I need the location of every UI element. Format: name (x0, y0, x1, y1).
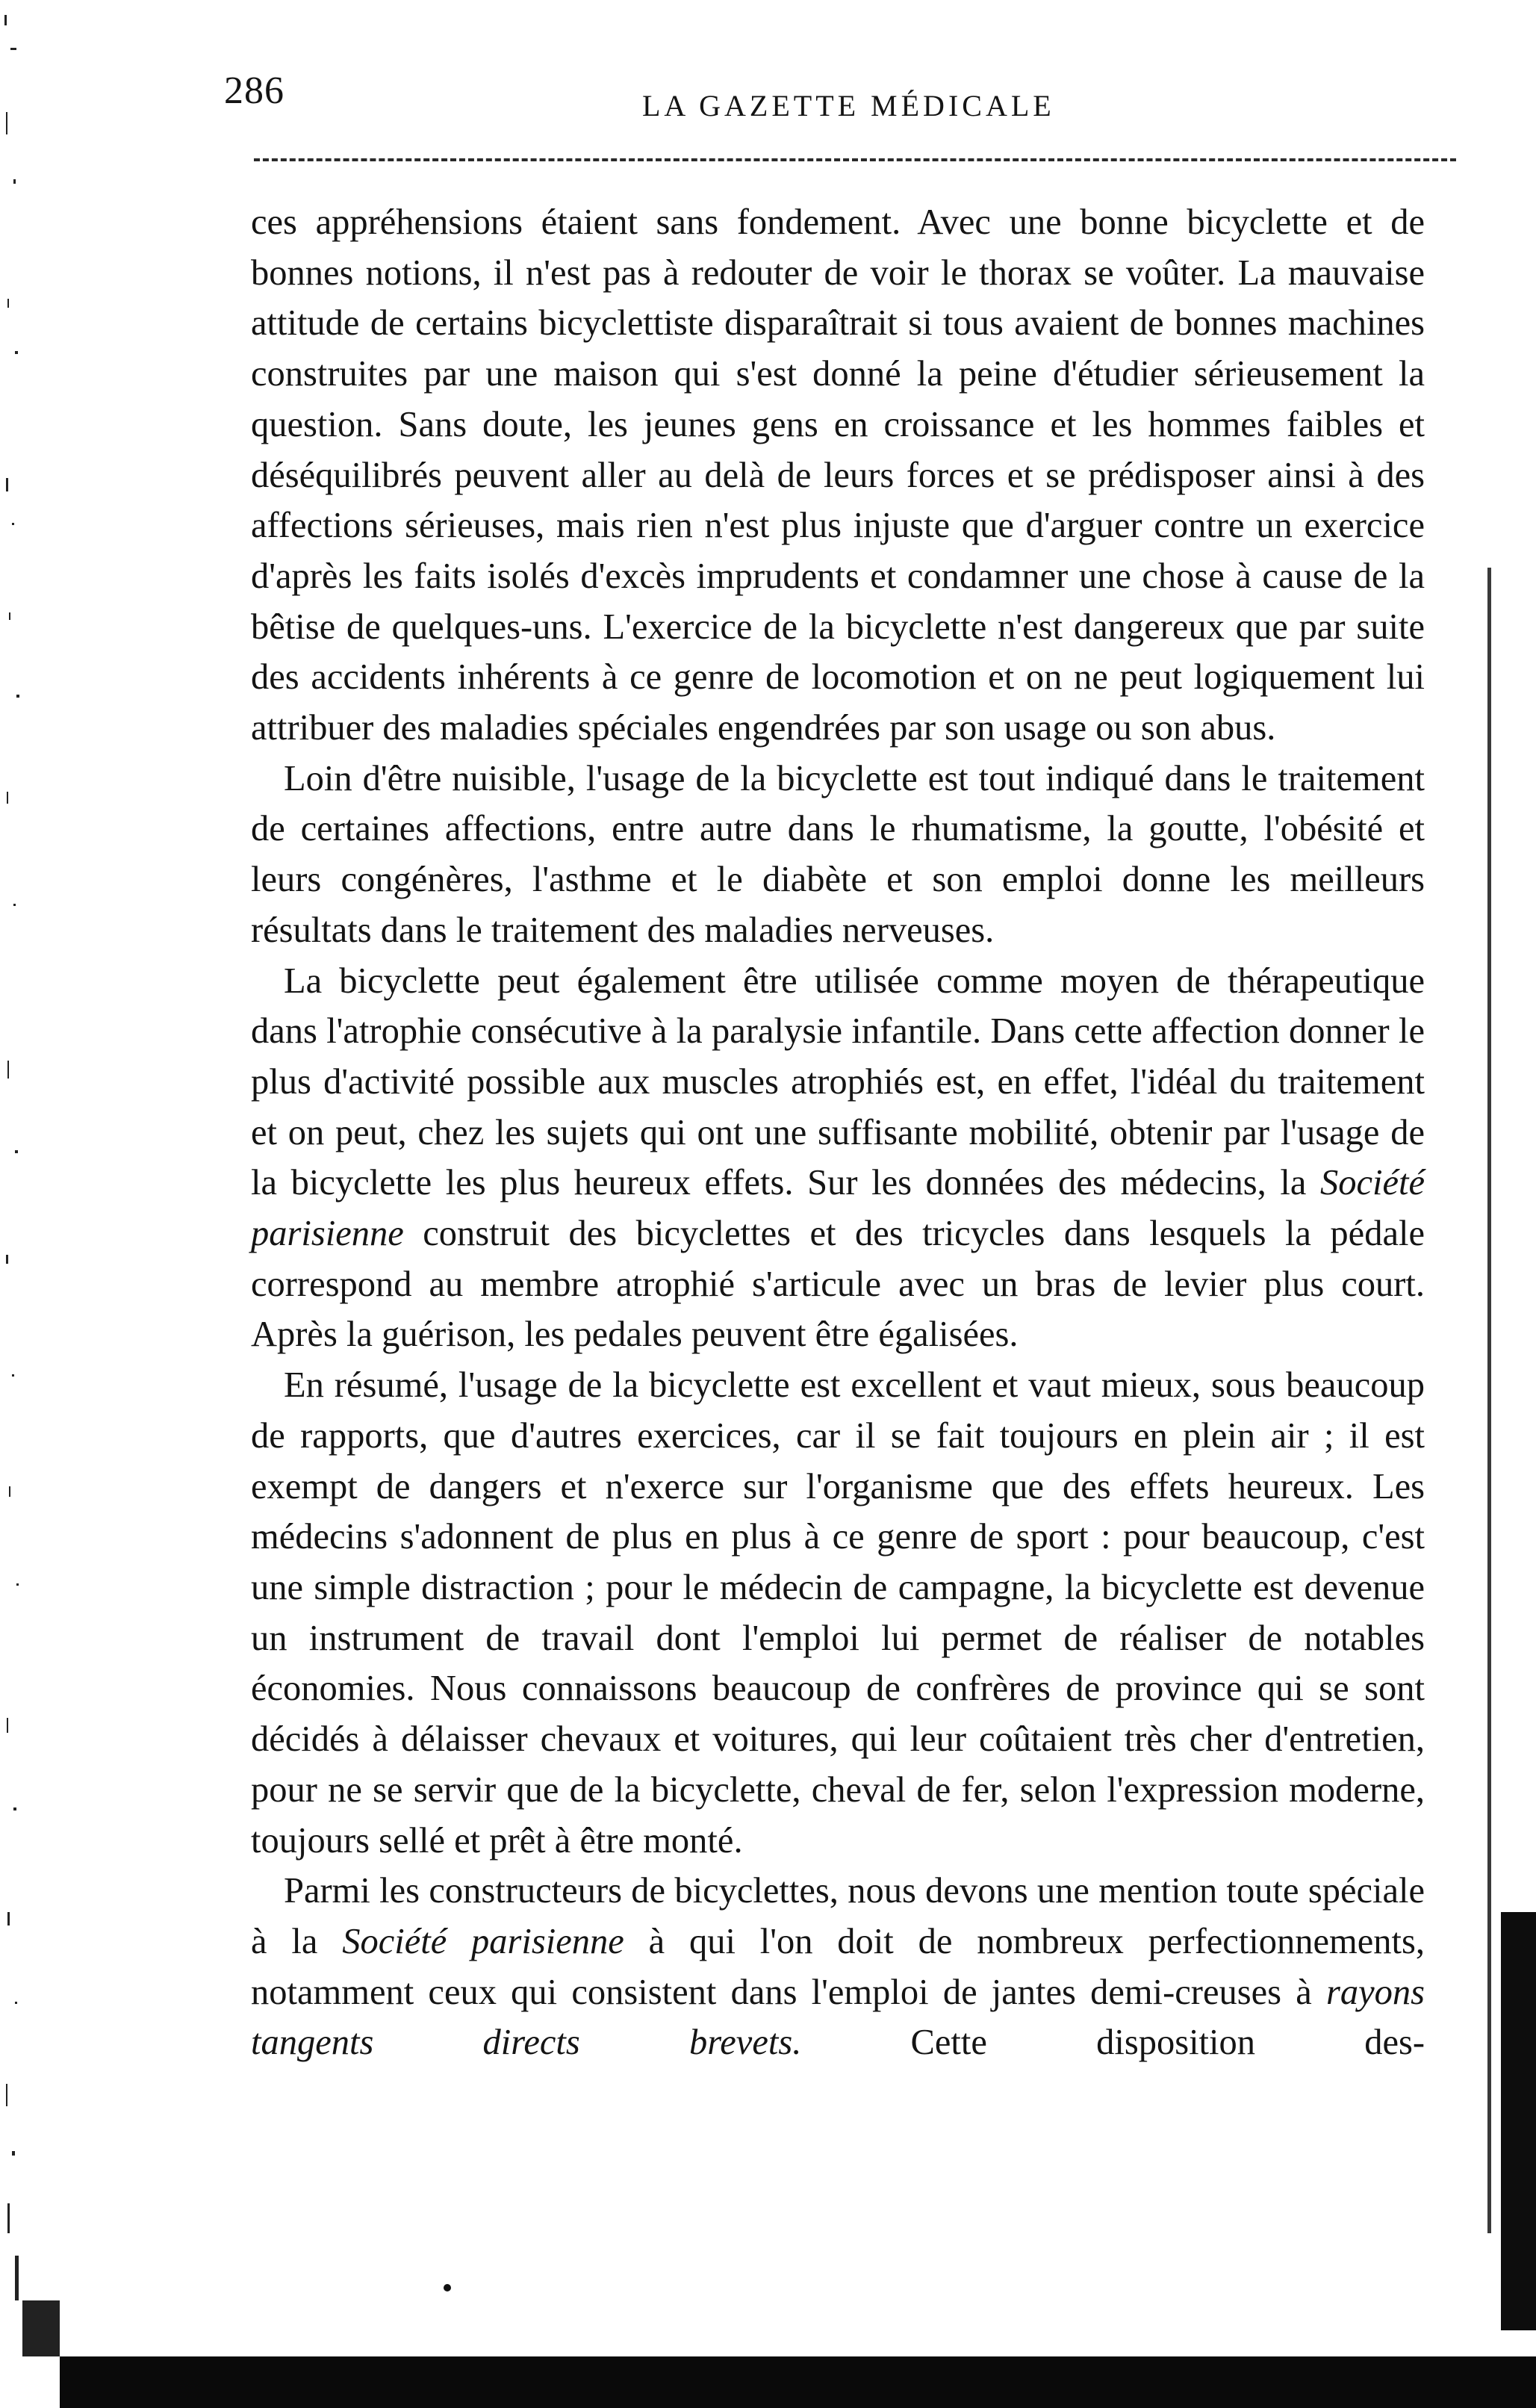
paragraph-3-company-name: Société parisienne (251, 1163, 1425, 1254)
header-rule (254, 158, 1456, 161)
paragraph-5-text-before: Parmi les constructeurs de bicyclettes, nous devons une mention toute spéciale à la (251, 1871, 1425, 1961)
paragraph-1-text: ces appréhensions étaient sans fondement. Avec une bonne bicyclette et de bonnes notions, il n'est pas à redouter de voir le thorax se voûter. La mauvaise attitude de certains bicyclettiste disparaîtrait si tous avaient de bonnes machines construites par une maison qui s'est donné la peine d'étudier sérieusement la question. Sans doute, les jeunes gens en croissance et les hommes faibles et déséquilibrés peuvent aller au delà de leurs forces et se prédisposer ainsi à des affections sérieuses, mais rien n'est plus injuste que d'arguer contre un exercice d'après les faits isolés d'excès imprudents et condamner une chose à cause de la bêtise de quelques-uns. L'exercice de la bicyclette n'est dangereux que par suite des accidents inhérents à ce genre de locomotion et on ne peut logiquement lui attribuer des maladies spéciales engendrées par son usage ou son abus. (251, 202, 1425, 748)
page-number: 286 (224, 69, 284, 112)
paragraph-1 (251, 197, 1425, 754)
ink-dot (444, 2284, 451, 2291)
paragraph-2-text: Loin d'être nuisible, l'usage de la bicyclette est tout indiqué dans le traitement de certaines affections, entre autre dans le rhumatisme, la goutte, l'obésité et leurs congénères, l'asthme et le diabète et son emploi donne les meilleurs résultats dans le traitement des maladies nerveuses. (251, 758, 1425, 950)
scan-bottom-edge-shadow (60, 2356, 1536, 2408)
paragraph-2 (251, 754, 1425, 956)
paragraph-3 (251, 956, 1425, 1361)
scan-right-edge-line (1487, 568, 1491, 2233)
paragraph-5-patent-phrase: rayons tangents directs brevets. (251, 1972, 1425, 2063)
running-title: LA GAZETTE MÉDICALE (642, 89, 1055, 122)
paragraph-5-company-name: Société parisienne (342, 1921, 624, 1961)
paragraph-5-text-after: Cette disposition des- (801, 2023, 1425, 2063)
paragraph-4-text: En résumé, l'usage de la bicyclette est excellent et vaut mieux, sous beaucoup de rapports, que d'autres exercices, car il se fait toujours en plein air ; il est exempt de dangers et n'exerce sur l'organisme que des effets heureux. Les médecins s'adonnent de plus en plus à ce genre de sport : pour beaucoup, c'est une simple distraction ; pour le médecin de campagne, la bicyclette est devenue un instrument de travail dont l'emploi lui permet de réaliser de notables économies. Nous connaissons beaucoup de confrères de province qui se sont décidés à délaisser chevaux et voitures, qui leur coûtaient très cher d'entretien, pour ne se servir que de la bicyclette, cheval de fer, selon l'expression moderne, toujours sellé et prêt à être monté. (251, 1365, 1425, 1861)
article-body (251, 197, 1425, 2068)
scan-right-edge-shadow (1501, 1912, 1536, 2330)
margin-scan-specks (0, 0, 82, 2408)
paragraph-3-text-before: La bicyclette peut également être utilisée comme moyen de thérapeutique dans l'atrophie consécutive à la paralysie infantile. Dans cette affection donner le plus d'activité possible aux muscles atrophiés est, en effet, l'idéal du traitement et on peut, chez les sujets qui ont une suffisante mobilité, obtenir par l'usage de la bicyclette les plus heureux effets. Sur les données des médecins, la (251, 961, 1425, 1203)
paragraph-5-text-middle: à qui l'on doit de nombreux perfectionnements, notamment ceux qui consistent dans l'emploi de jantes demi-creuses à (251, 1921, 1425, 2012)
paragraph-3-text-after: construit des bicyclettes et des tricycles dans lesquels la pédale correspond au membre atrophié s'articule avec un bras de levier plus court. Après la guérison, les pedales peuvent être égalisées. (251, 1214, 1425, 1355)
paragraph-4 (251, 1360, 1425, 1866)
paragraph-5 (251, 1866, 1425, 2068)
